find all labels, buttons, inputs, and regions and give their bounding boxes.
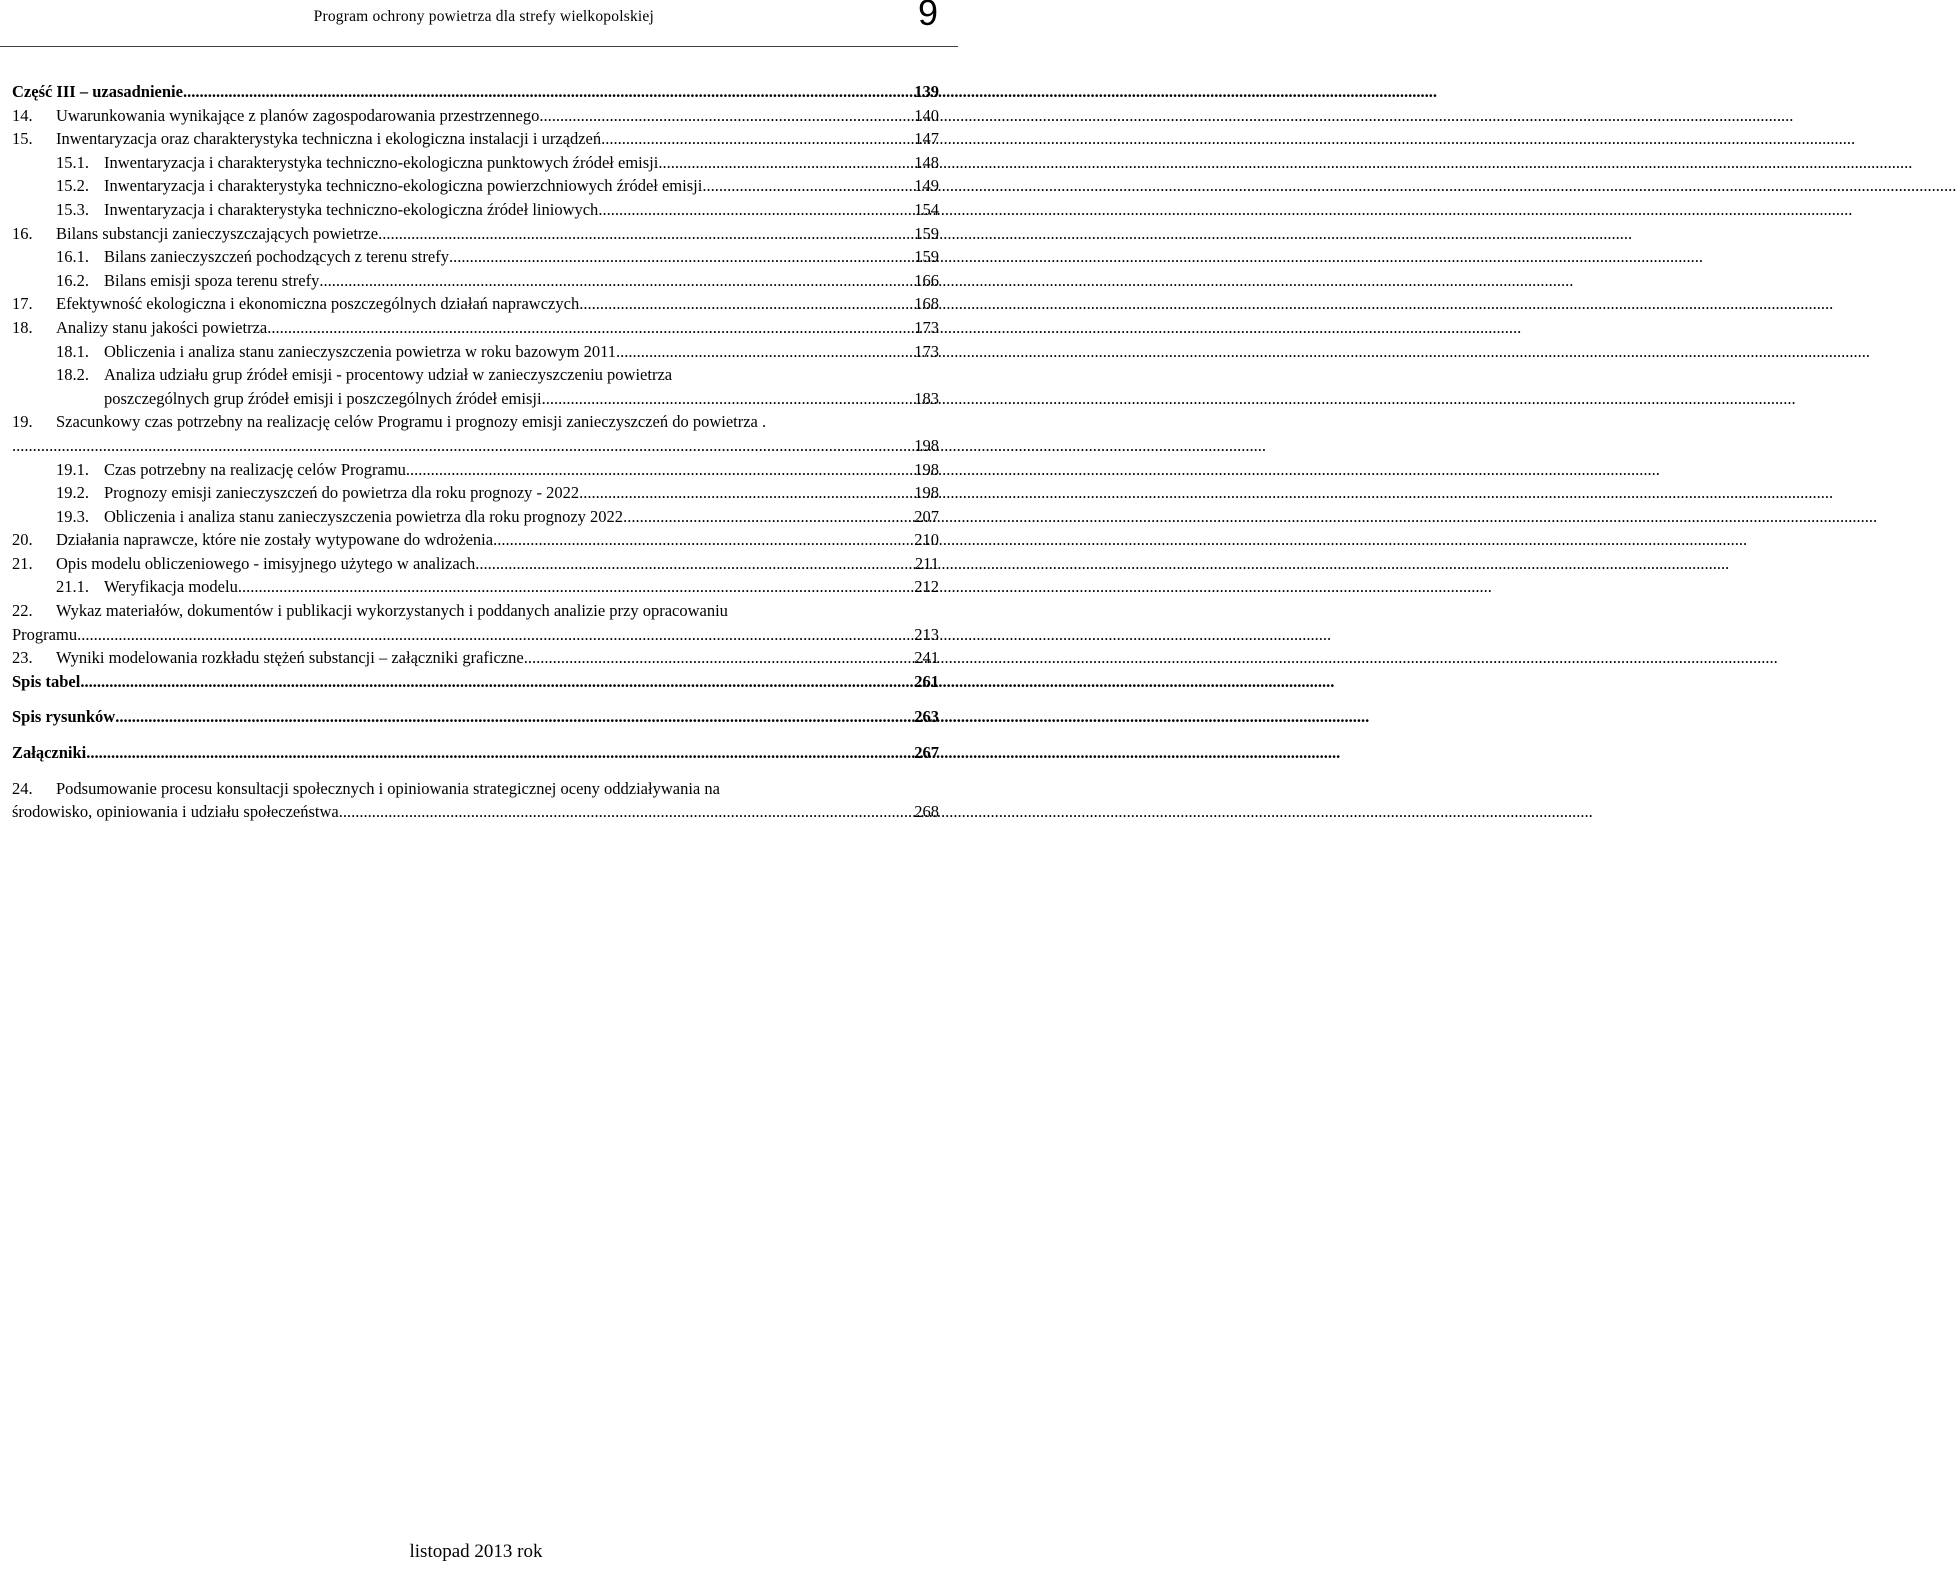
toc-entry-page: 268 xyxy=(914,802,939,822)
toc-dot-leader xyxy=(539,104,914,128)
toc-entry-number: 23. xyxy=(12,648,33,668)
toc-dot-leader xyxy=(524,646,915,670)
toc-entry[interactable] xyxy=(12,127,939,151)
toc-entry-page: 183 xyxy=(914,388,939,408)
toc-entry-page: 198 xyxy=(914,483,939,503)
toc-dot-leader xyxy=(702,174,914,198)
toc-entry[interactable] xyxy=(12,151,939,175)
toc-entry[interactable] xyxy=(12,705,939,729)
toc-entry-page: 207 xyxy=(914,506,939,526)
toc-entry-title: Efektywność ekologiczna i ekonomiczna poszczególnych działań naprawczych xyxy=(56,294,580,314)
toc-dot-leader xyxy=(86,741,914,765)
toc-entry[interactable] xyxy=(12,410,939,434)
toc-entry[interactable] xyxy=(12,80,939,104)
toc-dot-leader xyxy=(616,340,914,364)
toc-entry-number: 22. xyxy=(12,601,33,621)
toc-entry-title-continued: Programu xyxy=(12,624,78,644)
toc-dot-leader xyxy=(238,575,914,599)
toc-entry-page: 241 xyxy=(914,648,939,668)
toc-entry[interactable] xyxy=(12,363,939,387)
toc-entry[interactable] xyxy=(12,505,939,529)
toc-entry-page: 212 xyxy=(914,577,939,597)
toc-entry-number: 19.3. xyxy=(56,506,89,526)
toc-dot-leader xyxy=(319,269,914,293)
toc-entry-number: 15.1. xyxy=(56,152,89,172)
toc-dot-leader xyxy=(579,292,914,316)
toc-entry-title: Szacunkowy czas potrzebny na realizację celów Programu i prognozy emisji zanieczyszczeń do powietrza . xyxy=(56,412,767,432)
toc-entry[interactable] xyxy=(12,458,939,482)
toc-entry-number: 20. xyxy=(12,530,33,550)
toc-entry-number: 16.2. xyxy=(56,270,89,290)
toc-entry-title: Obliczenia i analiza stanu zanieczyszczenia powietrza dla roku prognozy 2022 xyxy=(104,506,624,526)
toc-entry-page: 166 xyxy=(914,270,939,290)
toc-entry-page: 148 xyxy=(914,152,939,172)
toc-dot-leader xyxy=(267,316,914,340)
toc-entry-title: Weryfikacja modelu xyxy=(104,577,238,597)
toc-entry-page: 198 xyxy=(914,459,939,479)
toc-entry-page: 261 xyxy=(914,671,939,691)
toc-entry-number: 14. xyxy=(12,105,33,125)
toc-entry-title: Wykaz materiałów, dokumentów i publikacji wykorzystanych i poddanych analizie przy opracowaniu xyxy=(56,601,728,621)
toc-entry-title: Analizy stanu jakości powietrza xyxy=(56,317,268,337)
toc-entry-page: 154 xyxy=(914,199,939,219)
toc-entry-title: Bilans substancji zanieczyszczających powietrze xyxy=(56,223,379,243)
toc-entry-page: 168 xyxy=(914,294,939,314)
toc-entry-number: 16. xyxy=(12,223,33,243)
toc-entry-title: Bilans zanieczyszczeń pochodzących z terenu strefy xyxy=(104,247,449,267)
toc-entry-continuation xyxy=(12,434,939,458)
toc-entry-page: 210 xyxy=(914,530,939,550)
toc-entry-number: 19.2. xyxy=(56,483,89,503)
toc-entry-page: 173 xyxy=(914,317,939,337)
toc-entry-number: 17. xyxy=(12,294,33,314)
toc-entry-number: 15.2. xyxy=(56,176,89,196)
toc-entry-title: Spis rysunków xyxy=(12,707,116,727)
toc-entry-number: 19. xyxy=(12,412,33,432)
toc-dot-leader xyxy=(378,222,914,246)
toc-entry[interactable] xyxy=(12,222,939,246)
toc-entry-number: 18.2. xyxy=(56,365,89,385)
toc-entry-title: Opis modelu obliczeniowego - imisyjnego użytego w analizach xyxy=(56,553,476,573)
toc-entry-page: 213 xyxy=(914,624,939,644)
toc-entry-page: 211 xyxy=(914,553,939,573)
toc-entry-continuation xyxy=(12,387,939,411)
toc-dot-leader xyxy=(115,705,914,729)
toc-dot-leader xyxy=(449,245,914,269)
toc-entry-page: 198 xyxy=(914,435,939,455)
toc-dot-leader xyxy=(183,80,914,104)
toc-entry-number: 24. xyxy=(12,778,33,798)
toc-entry-page: 267 xyxy=(914,743,939,763)
toc-entry-page: 140 xyxy=(914,105,939,125)
toc-entry[interactable] xyxy=(12,741,939,765)
toc-entry-number: 15.3. xyxy=(56,199,89,219)
toc-dot-leader xyxy=(658,151,914,175)
toc-entry-title: Podsumowanie procesu konsultacji społecznych i opiniowania strategicznej oceny oddziaływania na xyxy=(56,778,720,798)
toc-entry-title: Inwentaryzacja oraz charakterystyka techniczna i ekologiczna instalacji i urządzeń xyxy=(56,129,602,149)
toc-entry[interactable] xyxy=(12,670,939,694)
toc-dot-leader xyxy=(493,528,914,552)
toc-entry[interactable] xyxy=(12,245,939,269)
toc-entry-number: 21.1. xyxy=(56,577,89,597)
toc-entry[interactable] xyxy=(12,340,939,364)
toc-entry[interactable] xyxy=(12,552,939,576)
toc-entry[interactable] xyxy=(12,646,939,670)
page-number: 9 xyxy=(917,0,938,33)
toc-entry[interactable] xyxy=(12,481,939,505)
toc-entry-page: 139 xyxy=(914,82,939,101)
toc-entry-title: Analiza udziału grup źródeł emisji - procentowy udział w zanieczyszczeniu powietrza xyxy=(104,365,673,385)
toc-entry[interactable] xyxy=(12,316,939,340)
toc-dot-leader xyxy=(601,127,914,151)
toc-entry-number: 18. xyxy=(12,317,33,337)
toc-entry-number: 18.1. xyxy=(56,341,89,361)
toc-entry-number: 19.1. xyxy=(56,459,89,479)
toc-entry-title: Inwentaryzacja i charakterystyka techniczno-ekologiczna powierzchniowych źródeł emisji xyxy=(104,176,703,196)
toc-entry[interactable] xyxy=(12,292,939,316)
toc-entry-page: 159 xyxy=(914,223,939,243)
toc-entry-title: Bilans emisji spoza terenu strefy xyxy=(104,270,320,290)
toc-entry-continuation xyxy=(12,623,939,647)
toc-entry-title: Czas potrzebny na realizację celów Programu xyxy=(104,459,406,479)
toc-entry-title: Obliczenia i analiza stanu zanieczyszczenia powietrza w roku bazowym 2011 xyxy=(104,341,617,361)
toc-entry-page: 147 xyxy=(914,129,939,149)
toc-entry-title-continued: poszczególnych grup źródeł emisji i poszczególnych źródeł emisji xyxy=(104,388,542,408)
toc-entry-page: 263 xyxy=(914,707,939,727)
header-divider xyxy=(0,46,958,47)
toc-entry-title: Inwentaryzacja i charakterystyka techniczno-ekologiczna źródeł liniowych xyxy=(104,199,599,219)
toc-entry-page: 149 xyxy=(914,176,939,196)
toc-entry[interactable] xyxy=(12,174,939,198)
toc-entry-continuation xyxy=(12,800,939,824)
page-header xyxy=(0,0,960,48)
toc-dot-leader xyxy=(542,387,915,411)
toc-dot-leader xyxy=(12,434,914,458)
toc-entry[interactable] xyxy=(12,198,939,222)
toc-entry-title: Załączniki xyxy=(12,743,87,763)
toc-entry-title-continued: środowisko, opiniowania i udziału społeczeństwa xyxy=(12,802,339,822)
toc-dot-leader xyxy=(475,552,915,576)
toc-entry-number: 15. xyxy=(12,129,33,149)
toc-dot-leader xyxy=(623,505,914,529)
toc-entry-page: 173 xyxy=(914,341,939,361)
toc-dot-leader xyxy=(579,481,914,505)
toc-entry[interactable] xyxy=(12,269,939,293)
toc-entry[interactable] xyxy=(12,575,939,599)
toc-entry[interactable] xyxy=(12,528,939,552)
toc-dot-leader xyxy=(406,458,914,482)
toc-entry[interactable] xyxy=(12,104,939,128)
toc-dot-leader xyxy=(80,670,914,694)
toc-entry-title: Prognozy emisji zanieczyszczeń do powietrza dla roku prognozy - 2022 xyxy=(104,483,580,503)
toc-entry-title: Działania naprawcze, które nie zostały wytypowane do wdrożenia xyxy=(56,530,494,550)
toc-entry-number: 21. xyxy=(12,553,33,573)
toc-entry-title: Uwarunkowania wynikające z planów zagospodarowania przestrzennego xyxy=(56,105,540,125)
toc-dot-leader xyxy=(339,800,915,824)
toc-entry-page: 159 xyxy=(914,247,939,267)
toc-entry-title: Wyniki modelowania rozkładu stężeń substancji – załączniki graficzne xyxy=(56,648,524,668)
toc-entry-title: Spis tabel xyxy=(12,671,81,691)
table-of-contents xyxy=(12,80,939,824)
toc-dot-leader xyxy=(598,198,914,222)
toc-dot-leader xyxy=(77,623,914,647)
toc-entry[interactable] xyxy=(12,599,939,623)
toc-entry[interactable] xyxy=(12,777,939,801)
toc-entry-title: Inwentaryzacja i charakterystyka techniczno-ekologiczna punktowych źródeł emisji xyxy=(104,152,659,172)
document-title: Program ochrony powietrza dla strefy wielkopolskiej xyxy=(313,8,654,25)
toc-entry-number: 16.1. xyxy=(56,247,89,267)
toc-entry-title: Część III – uzasadnienie xyxy=(12,82,183,101)
footer-date: listopad 2013 rok xyxy=(409,1541,543,1562)
